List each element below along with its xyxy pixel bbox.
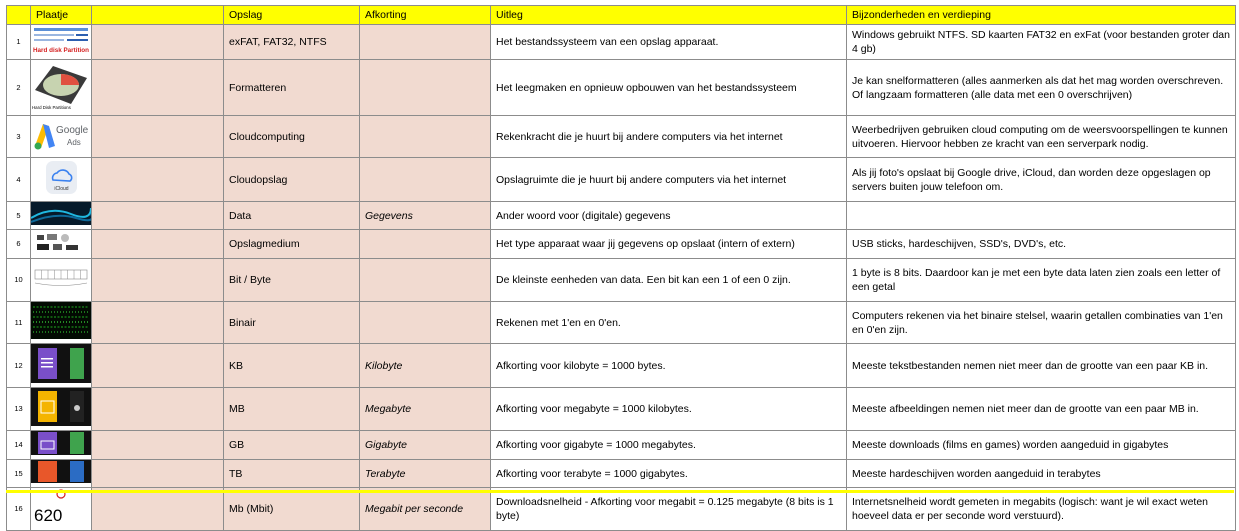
row-number: 11 — [7, 302, 31, 344]
table-row — [7, 25, 1236, 60]
row-explanation: De kleinste eenheden van data. Een bit kan een 1 of een 0 zijn. — [491, 259, 847, 302]
row-abbreviation: Kilobyte — [360, 344, 491, 388]
table-row — [7, 60, 1236, 116]
icloud-icon — [31, 158, 91, 201]
row-details — [847, 202, 1236, 230]
row-abbreviation: Gegevens — [360, 202, 491, 230]
row-explanation: Afkorting voor terabyte = 1000 gigabytes. — [491, 460, 847, 488]
row-abbreviation: Megabit per seconde — [360, 488, 491, 531]
row-abbreviation — [360, 158, 491, 202]
table-row — [7, 344, 1236, 388]
row-image — [31, 116, 92, 158]
row-abbreviation — [360, 25, 491, 60]
table-row — [7, 488, 1236, 531]
glossary-table — [6, 5, 1236, 531]
row-abbreviation — [360, 302, 491, 344]
row-blank — [92, 344, 224, 388]
row-details: Meeste downloads (films en games) worden aangeduid in gigabytes — [847, 431, 1236, 460]
row-blank — [92, 230, 224, 259]
row-explanation: Opslagruimte die je huurt bij andere computers via het internet — [491, 158, 847, 202]
row-explanation: Afkorting voor gigabyte = 1000 megabytes. — [491, 431, 847, 460]
row-abbreviation — [360, 259, 491, 302]
row-details: Meeste hardeschijven worden aangeduid in terabytes — [847, 460, 1236, 488]
speedtest-icon — [31, 488, 91, 530]
row-storage: Opslagmedium — [224, 230, 360, 259]
row-details: Computers rekenen via het binaire stelsel, waarin getallen combinaties van 1'en en 0'en zijn. — [847, 302, 1236, 344]
row-image — [31, 302, 92, 344]
row-details: Je kan snelformatteren (alles aanmerken als dat het mag worden overschreven. Of langzaam formatteren (alle data met een 0 overschrijven) — [847, 60, 1236, 116]
row-abbreviation: Terabyte — [360, 460, 491, 488]
bit-byte-icon — [31, 259, 91, 301]
row-details: Als jij foto's opslaat bij Google drive, iCloud, dan worden deze opgeslagen op servers buiten jouw telefoon om. — [847, 158, 1236, 202]
row-image — [31, 431, 92, 460]
svg-text:Ads: Ads — [67, 138, 81, 147]
css-html-file-icon — [31, 460, 91, 487]
row-image — [31, 259, 92, 302]
header-number — [7, 6, 31, 25]
row-image — [31, 344, 92, 388]
row-number: 4 — [7, 158, 31, 202]
row-image — [31, 25, 92, 60]
row-storage: TB — [224, 460, 360, 488]
google-ads-icon — [31, 116, 91, 157]
row-number: 5 — [7, 202, 31, 230]
icon-caption: Hard Disk Partitions — [32, 105, 71, 110]
row-details: Weerbedrijven gebruiken cloud computing om de weersvoorspellingen te kunnen uitvoeren. Hiervoor hebben ze kracht van een serverpark nodig. — [847, 116, 1236, 158]
row-blank — [92, 60, 224, 116]
row-number: 10 — [7, 259, 31, 302]
header-storage: Opslag — [224, 6, 360, 25]
row-blank — [92, 488, 224, 531]
hard-disk-pie-icon — [31, 60, 91, 115]
hard-disk-partition-icon — [31, 25, 91, 59]
row-explanation: Ander woord voor (digitale) gegevens — [491, 202, 847, 230]
row-storage: Cloudopslag — [224, 158, 360, 202]
row-number: 14 — [7, 431, 31, 460]
row-number: 15 — [7, 460, 31, 488]
row-storage: MB — [224, 388, 360, 431]
row-details: Meeste afbeeldingen nemen niet meer dan de grootte van een paar MB in. — [847, 388, 1236, 431]
row-storage: Binair — [224, 302, 360, 344]
row-number: 12 — [7, 344, 31, 388]
table-row — [7, 302, 1236, 344]
row-number: 3 — [7, 116, 31, 158]
row-storage: Bit / Byte — [224, 259, 360, 302]
row-details: USB sticks, hardeschijven, SSD's, DVD's, etc. — [847, 230, 1236, 259]
row-storage: Formatteren — [224, 60, 360, 116]
data-stream-icon — [31, 202, 91, 229]
row-blank — [92, 25, 224, 60]
row-blank — [92, 460, 224, 488]
row-blank — [92, 158, 224, 202]
row-explanation: Het leegmaken en opnieuw opbouwen van het bestandssysteem — [491, 60, 847, 116]
row-explanation: Rekenen met 1'en en 0'en. — [491, 302, 847, 344]
row-blank — [92, 202, 224, 230]
row-explanation: Het bestandssysteem van een opslag apparaat. — [491, 25, 847, 60]
table-row — [7, 230, 1236, 259]
icon-caption: iCloud — [54, 186, 69, 192]
row-abbreviation: Megabyte — [360, 388, 491, 431]
table-row — [7, 116, 1236, 158]
row-details: Meeste tekstbestanden nemen niet meer dan de grootte van een paar KB in. — [847, 344, 1236, 388]
header-explanation: Uitleg — [491, 6, 847, 25]
table-row — [7, 460, 1236, 488]
row-image — [31, 388, 92, 431]
row-image — [31, 202, 92, 230]
row-explanation: Het type apparaat waar jij gegevens op opslaat (intern of extern) — [491, 230, 847, 259]
table-row — [7, 388, 1236, 431]
table-row — [7, 259, 1236, 302]
storage-media-icon — [31, 230, 91, 258]
row-blank — [92, 431, 224, 460]
binary-icon — [31, 302, 91, 343]
row-explanation: Afkorting voor megabyte = 1000 kilobytes. — [491, 388, 847, 431]
rar-file-icon — [31, 431, 91, 459]
row-explanation: Downloadsnelheid - Afkorting voor megabit = 0.125 megabyte (8 bits is 1 byte) — [491, 488, 847, 531]
row-abbreviation — [360, 116, 491, 158]
row-number: 1 — [7, 25, 31, 60]
txt-file-icon — [31, 344, 91, 387]
row-explanation: Rekenkracht die je huurt bij andere computers via het internet — [491, 116, 847, 158]
header-image: Plaatje — [31, 6, 92, 25]
row-storage: KB — [224, 344, 360, 388]
row-abbreviation — [360, 230, 491, 259]
table-row — [7, 158, 1236, 202]
row-abbreviation — [360, 60, 491, 116]
row-storage: Mb (Mbit) — [224, 488, 360, 531]
row-image — [31, 230, 92, 259]
row-storage: GB — [224, 431, 360, 460]
row-storage: Cloudcomputing — [224, 116, 360, 158]
header-row — [7, 6, 1236, 25]
row-blank — [92, 388, 224, 431]
row-explanation: Afkorting voor kilobyte = 1000 bytes. — [491, 344, 847, 388]
row-image — [31, 488, 92, 531]
header-details: Bijzonderheden en verdieping — [847, 6, 1236, 25]
table-row — [7, 431, 1236, 460]
row-number: 6 — [7, 230, 31, 259]
row-number: 13 — [7, 388, 31, 431]
row-image — [31, 60, 92, 116]
row-image — [31, 158, 92, 202]
row-blank — [92, 116, 224, 158]
row-details: 1 byte is 8 bits. Daardoor kan je met een byte data laten zien zoals een letter of een getal — [847, 259, 1236, 302]
svg-text:Google: Google — [56, 125, 89, 136]
row-number: 2 — [7, 60, 31, 116]
row-storage: Data — [224, 202, 360, 230]
header-blank — [92, 6, 224, 25]
row-blank — [92, 302, 224, 344]
header-abbreviation: Afkorting — [360, 6, 491, 25]
row-image — [31, 460, 92, 488]
icon-caption: Hard disk Partition — [33, 47, 89, 54]
row-blank — [92, 259, 224, 302]
icon-caption: 620 — [34, 506, 63, 525]
row-abbreviation: Gigabyte — [360, 431, 491, 460]
row-details: Windows gebruikt NTFS. SD kaarten FAT32 en exFat (voor bestanden groter dan 4 gb) — [847, 25, 1236, 60]
row-number: 16 — [7, 488, 31, 531]
table-row — [7, 202, 1236, 230]
row-storage: exFAT, FAT32, NTFS — [224, 25, 360, 60]
row-details: Internetsnelheid wordt gemeten in megabits (logisch: want je wil exact weten hoeveel data er per seconde word verstuurd). — [847, 488, 1236, 531]
image-file-icon — [31, 388, 91, 430]
